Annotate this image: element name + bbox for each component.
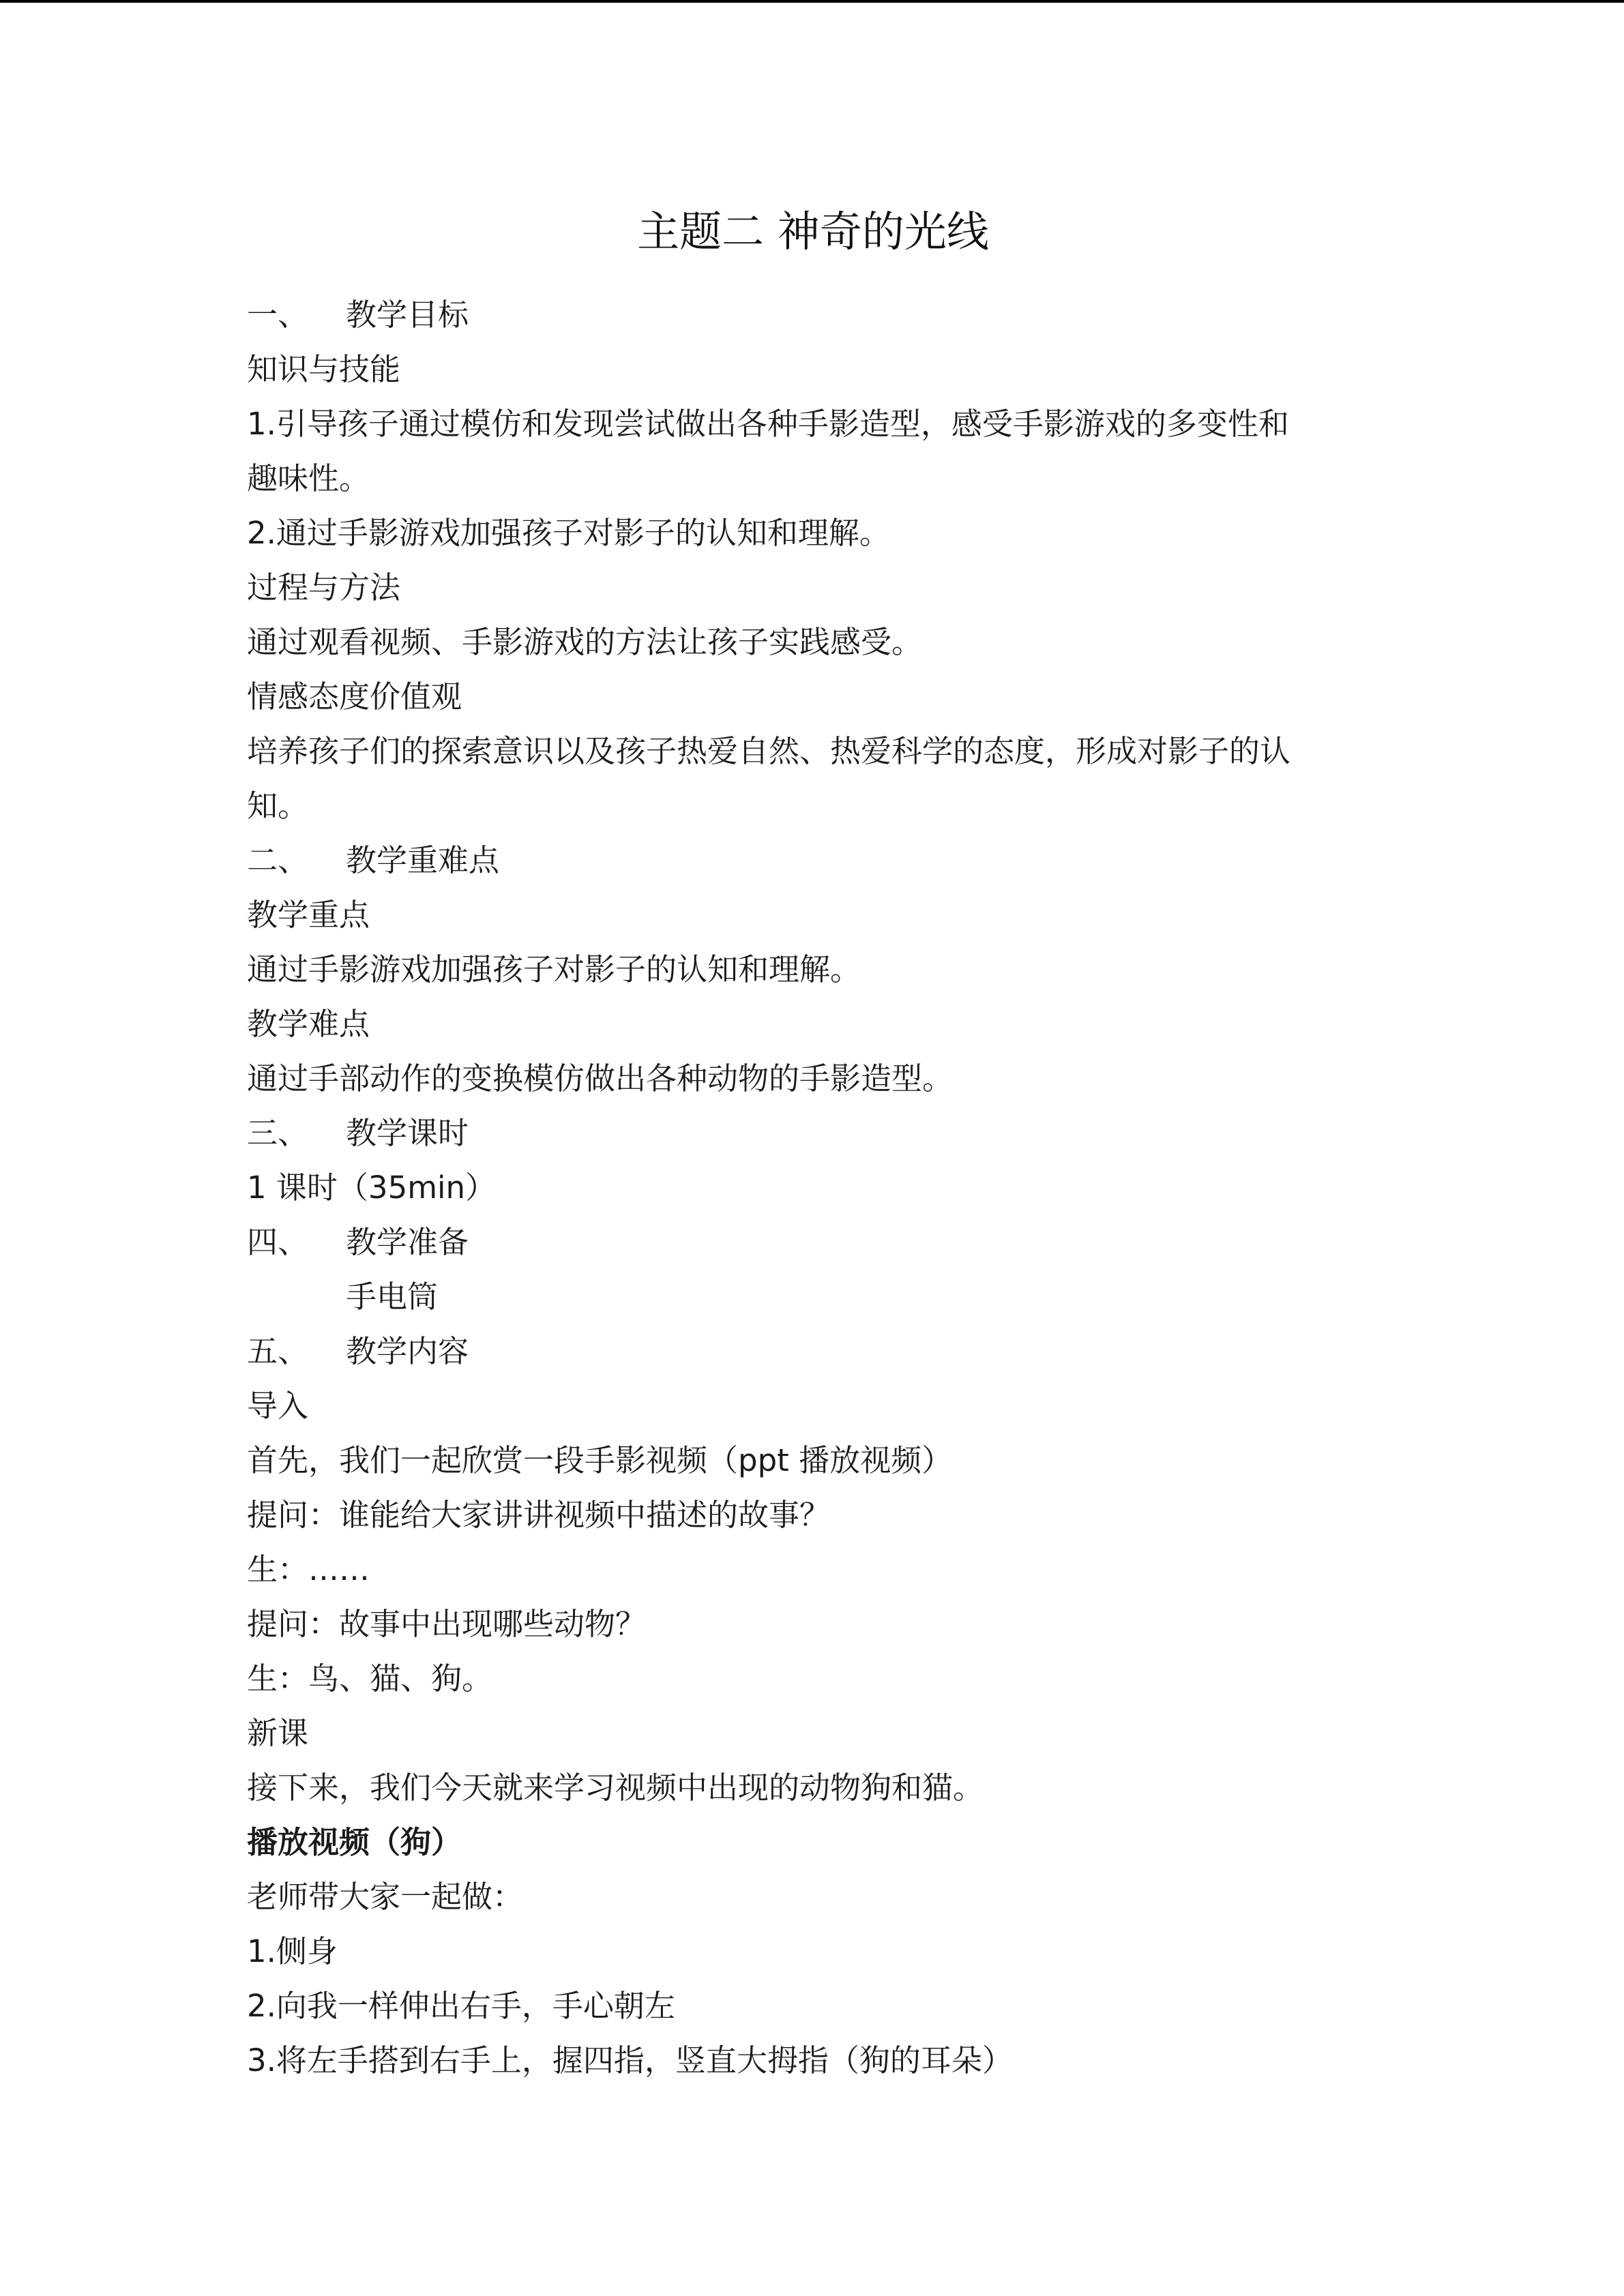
section-title: 教学课时 bbox=[346, 1115, 469, 1151]
section-number: 二、 bbox=[247, 842, 309, 878]
subheading-difficulty: 教学难点 bbox=[247, 1006, 370, 1042]
paragraph-line: 1 课时（35min） bbox=[247, 1169, 497, 1206]
paragraph-line: 趣味性。 bbox=[247, 460, 370, 496]
paragraph-line: 2.通过手影游戏加强孩子对影子的认知和理解。 bbox=[247, 515, 890, 551]
paragraph-line: 2.向我一样伸出右手，手心朝左 bbox=[247, 1988, 675, 2024]
paragraph-line: 培养孩子们的探索意识以及孩子热爱自然、热爱科学的态度，形成对影子的认 bbox=[247, 733, 1291, 769]
paragraph-line: 通过手部动作的变换模仿做出各种动物的手影造型。 bbox=[247, 1060, 954, 1097]
paragraph-line: 提问：故事中出现哪些动物？ bbox=[247, 1606, 647, 1642]
paragraph-line: 生：鸟、猫、狗。 bbox=[247, 1660, 493, 1697]
section-title: 教学内容 bbox=[346, 1333, 469, 1369]
section-heading-4 bbox=[247, 1222, 1379, 1263]
page-top-border bbox=[0, 0, 1624, 3]
section-title: 教学目标 bbox=[346, 297, 469, 333]
paragraph-line: 生：…… bbox=[247, 1551, 370, 1587]
subheading-key-point: 教学重点 bbox=[247, 897, 370, 933]
paragraph-line: 3.将左手搭到右手上，握四指，竖直大拇指（狗的耳朵） bbox=[247, 2042, 1013, 2078]
section-title: 教学重难点 bbox=[346, 842, 500, 878]
paragraph-line: 首先，我们一起欣赏一段手影视频（ppt 播放视频） bbox=[247, 1442, 953, 1478]
section-number: 三、 bbox=[247, 1115, 309, 1151]
subheading-process-method: 过程与方法 bbox=[247, 569, 401, 606]
section-number: 一、 bbox=[247, 297, 309, 333]
section-heading-3 bbox=[247, 1113, 1379, 1154]
subheading-intro: 导入 bbox=[247, 1388, 309, 1424]
subheading-knowledge-skills: 知识与技能 bbox=[247, 351, 401, 387]
paragraph-line: 手电筒 bbox=[346, 1279, 439, 1315]
paragraph-line: 知。 bbox=[247, 788, 309, 824]
paragraph-line: 1.侧身 bbox=[247, 1933, 338, 1969]
subheading-values: 情感态度价值观 bbox=[247, 679, 462, 715]
section-heading-5 bbox=[247, 1331, 1379, 1372]
paragraph-line: 提问：谁能给大家讲讲视频中描述的故事？ bbox=[247, 1497, 831, 1533]
paragraph-line: 1.引导孩子通过模仿和发现尝试做出各种手影造型，感受手影游戏的多变性和 bbox=[247, 406, 1289, 442]
section-number: 五、 bbox=[247, 1333, 309, 1369]
paragraph-line: 通过观看视频、手影游戏的方法让孩子实践感受。 bbox=[247, 624, 923, 660]
section-title: 教学准备 bbox=[346, 1224, 469, 1260]
paragraph-line: 通过手影游戏加强孩子对影子的认知和理解。 bbox=[247, 951, 861, 987]
document-title: 主题二 神奇的光线 bbox=[637, 207, 989, 256]
paragraph-line: 接下来，我们今天就来学习视频中出现的动物狗和猫。 bbox=[247, 1770, 984, 1806]
section-heading-1 bbox=[247, 295, 1379, 336]
section-heading-2 bbox=[247, 840, 1379, 881]
section-number: 四、 bbox=[247, 1224, 309, 1260]
paragraph-line: 老师带大家一起做： bbox=[247, 1879, 524, 1915]
bold-subheading-play-video: 播放视频（狗） bbox=[247, 1824, 462, 1860]
subheading-new-lesson: 新课 bbox=[247, 1715, 309, 1751]
